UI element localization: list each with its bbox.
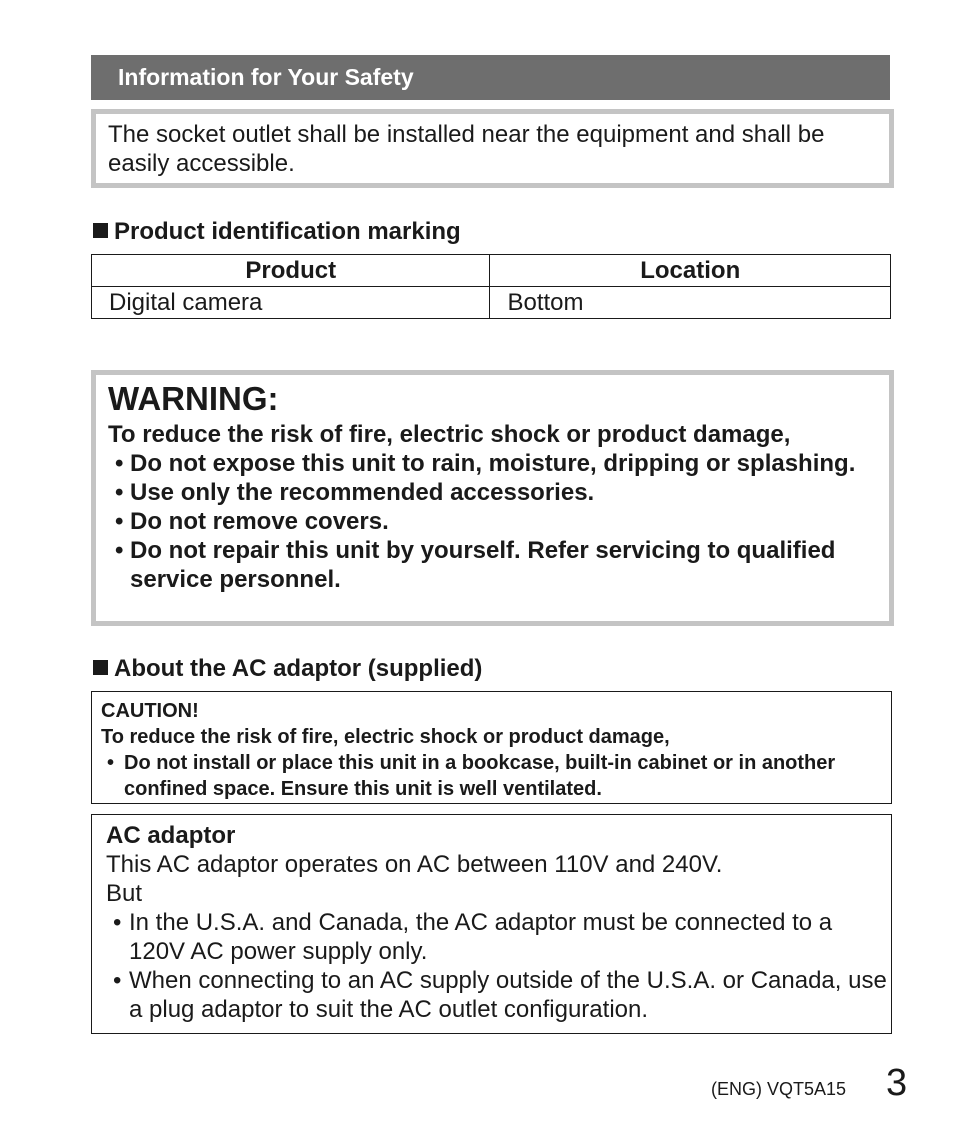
bullet-dot: • (113, 909, 122, 936)
ac-adaptor-but-text: But (106, 880, 143, 907)
list-item (108, 449, 889, 478)
warning-intro: To reduce the risk of fire, electric shock or product damage, (108, 421, 791, 448)
warning-item-text: Use only the recommended accessories. (130, 479, 595, 506)
caution-box (91, 691, 892, 804)
product-marking-table (91, 254, 891, 319)
ac-adaptor-section-heading-text: About the AC adaptor (supplied) (114, 655, 483, 682)
page-number: 3 (886, 1062, 908, 1104)
ac-adaptor-item-text: In the U.S.A. and Canada, the AC adaptor must be connected to a 120V AC power supply only. (129, 909, 833, 965)
ac-adaptor-item-text: When connecting to an AC supply outside of the U.S.A. or Canada, use a plug adaptor to suit the AC outlet configuration. (129, 967, 887, 1023)
black-square-icon (93, 660, 108, 675)
bullet-dot: • (115, 537, 124, 564)
bullet-dot: • (115, 508, 124, 535)
bullet-dot: • (113, 967, 122, 994)
cell-product: Digital camera (92, 287, 490, 319)
product-marking-heading (93, 218, 461, 246)
list-item (106, 966, 891, 1024)
product-marking-heading-text: Product identification marking (114, 218, 461, 245)
socket-notice-box (91, 109, 894, 188)
list-item (106, 908, 891, 966)
section-header (91, 55, 890, 100)
cell-location: Bottom (490, 287, 891, 319)
table-row (92, 287, 891, 319)
list-item (108, 536, 889, 594)
socket-notice-text: The socket outlet shall be installed near the equipment and shall be easily accessible. (108, 121, 825, 177)
column-header-location: Location (490, 255, 891, 287)
section-header-title: Information for Your Safety (118, 64, 414, 90)
caution-item-text: Do not install or place this unit in a bookcase, built-in cabinet or in another confined space. Ensure this unit is well ventilated. (124, 752, 836, 800)
warning-item-text: Do not repair this unit by yourself. Refer servicing to qualified service personnel. (130, 537, 836, 593)
warning-item-text: Do not remove covers. (130, 508, 389, 535)
ac-adaptor-list (106, 908, 891, 1024)
bullet-dot: • (115, 479, 124, 506)
column-header-product: Product (92, 255, 490, 287)
list-item (101, 750, 891, 802)
warning-box (91, 370, 894, 626)
bullet-dot: • (115, 450, 124, 477)
caution-title: CAUTION! (101, 700, 199, 722)
table-header-row (92, 255, 891, 287)
warning-item-text: Do not expose this unit to rain, moisture, dripping or splashing. (130, 450, 856, 477)
bullet-dot: • (107, 752, 115, 774)
list-item (108, 507, 889, 536)
black-square-icon (93, 223, 108, 238)
document-code: (ENG) VQT5A15 (711, 1079, 847, 1099)
ac-adaptor-voltage-text: This AC adaptor operates on AC between 110V and 240V. (106, 851, 723, 878)
list-item (108, 478, 889, 507)
ac-adaptor-section-heading (93, 655, 482, 683)
ac-adaptor-title: AC adaptor (106, 822, 236, 849)
caution-intro: To reduce the risk of fire, electric shock or product damage, (101, 726, 670, 748)
ac-adaptor-box (91, 814, 892, 1034)
warning-list (108, 449, 889, 594)
caution-list (101, 750, 891, 802)
warning-title: WARNING: (108, 380, 279, 417)
